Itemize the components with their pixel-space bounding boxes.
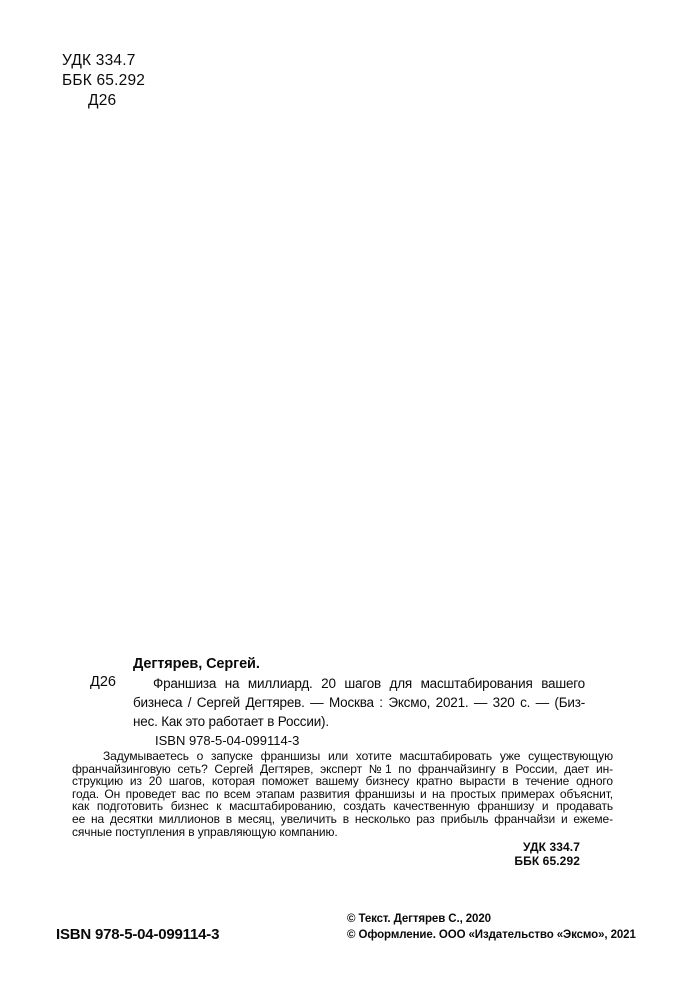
isbn-number: ISBN 978-5-04-099114-3 — [155, 733, 300, 748]
catalog-entry — [90, 655, 610, 750]
bottom-classification-codes — [72, 841, 613, 868]
bbk-code: ББК 65.292 — [514, 853, 580, 868]
annotation-line: года. Он проведет вас по всем этапам развития франшизы и на простых примерах объяснит, — [72, 786, 613, 801]
copyright-block — [347, 912, 636, 943]
annotation-line: сячные поступления в управляющую компанию. — [72, 824, 338, 839]
author-mark: Д26 — [90, 674, 116, 690]
annotation-line: Задумываетесь о запуске франшизы или хотите масштабировать уже существующую — [103, 749, 613, 763]
catalog-line: бизнеса / Сергей Дегтярев. — Москва : Эксмо, 2021. — 320 с. — (Биз- — [133, 695, 585, 710]
catalog-line: нес. Как это работает в России). — [133, 714, 329, 729]
annotation-line: ее на десятки миллионов в месяц, увеличить в несколько раз прибыль франчайзи и ежеме- — [72, 811, 613, 826]
copyright-design-line: © Оформление. ООО «Издательство «Эксмо», 2021 — [347, 928, 636, 941]
top-classification-codes — [62, 51, 145, 111]
catalog-line: Франшиза на миллиард. 20 шагов для масштабирования вашего — [153, 676, 585, 691]
catalog-entry-text — [133, 655, 585, 750]
copyright-text-line: © Текст. Дегтярев С., 2020 — [347, 913, 491, 925]
annotation-paragraph — [72, 750, 613, 838]
annotation-line: как подготовить бизнес к масштабированию, создать качественную франшизу и продавать — [72, 799, 613, 814]
bbk-code: ББК 65.292 — [62, 72, 146, 89]
isbn-number: ISBN 978-5-04-099114-3 — [56, 926, 220, 943]
annotation-line: франчайзинговую сеть? Сергей Дегтярев, эксперт №1 по франчайзингу в России, дает ин- — [72, 761, 613, 776]
udk-code: УДК 334.7 — [523, 840, 580, 854]
udk-code: УДК 334.7 — [62, 52, 136, 69]
author-mark: Д26 — [88, 92, 117, 109]
annotation-line: струкцию из 20 шагов, которая поможет вашему бизнесу кратно вырасти в течение одного — [72, 774, 613, 789]
author-heading: Дегтярев, Сергей. — [133, 656, 260, 672]
